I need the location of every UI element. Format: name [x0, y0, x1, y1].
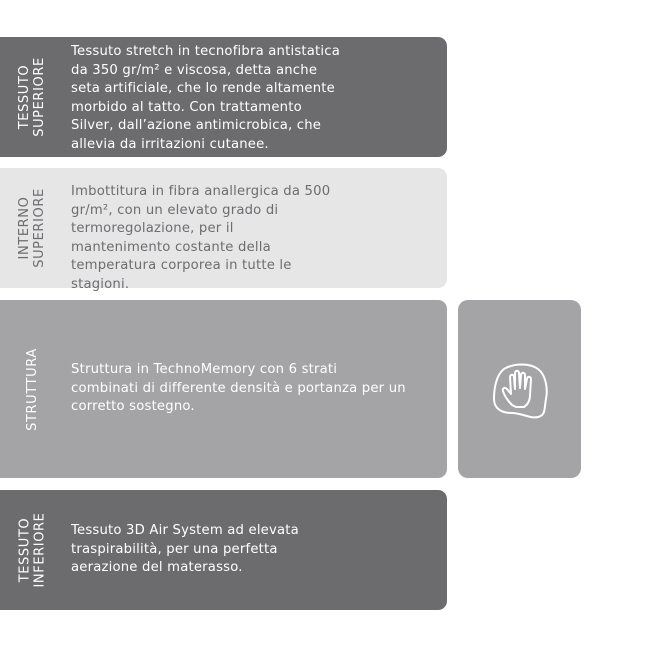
layer-description-text: Struttura in TechnoMemory con 6 strati combinati di differente densità e portanza per un corretto sostegno.: [71, 362, 406, 415]
layer-label: [0, 300, 64, 478]
layer-description: [71, 168, 435, 292]
layer-description: [71, 490, 435, 610]
layer-label-line: STRUTTURA: [24, 347, 40, 431]
layer-struttura: [0, 300, 447, 478]
layer-description: [71, 37, 435, 157]
memory-hand-icon: [486, 355, 554, 423]
layer-label-line: TESSUTO: [17, 64, 33, 130]
layer-description-text: Imbottitura in fibra anallergica da 500 gr/m², con un elevato grado di termoregolazione, per il mantenimento costante della temperatura corporea in tutte le stagioni.: [71, 184, 331, 292]
layer-label-line: INFERIORE: [32, 512, 47, 588]
layer-description-text: Tessuto stretch in tecnofibra antistatica da 350 gr/m² e viscosa, detta anche seta artificiale, che lo rende altamente morbido al tatto. Con trattamento Silver, dall’azione antimicrobica, che allevia da irritazioni cutanee.: [71, 44, 341, 152]
layer-label-line: TESSUTO: [17, 517, 32, 583]
layer-label: [0, 37, 64, 157]
layer-description-text: Tessuto 3D Air System ad elevata traspirabilità, per una perfetta aerazione del materasso.: [71, 523, 299, 576]
layer-interno-superiore: [0, 168, 447, 292]
memory-feature-box: [458, 300, 581, 478]
layer-label-line: SUPERIORE: [32, 188, 48, 268]
layer-description: [71, 300, 435, 478]
layer-label-line: INTERNO: [17, 196, 33, 260]
layer-tessuto-superiore: [0, 37, 447, 157]
layer-label: [0, 490, 64, 610]
layer-label-line: SUPERIORE: [32, 57, 48, 137]
layer-label: [0, 168, 64, 288]
layer-tessuto-inferiore: [0, 490, 447, 610]
